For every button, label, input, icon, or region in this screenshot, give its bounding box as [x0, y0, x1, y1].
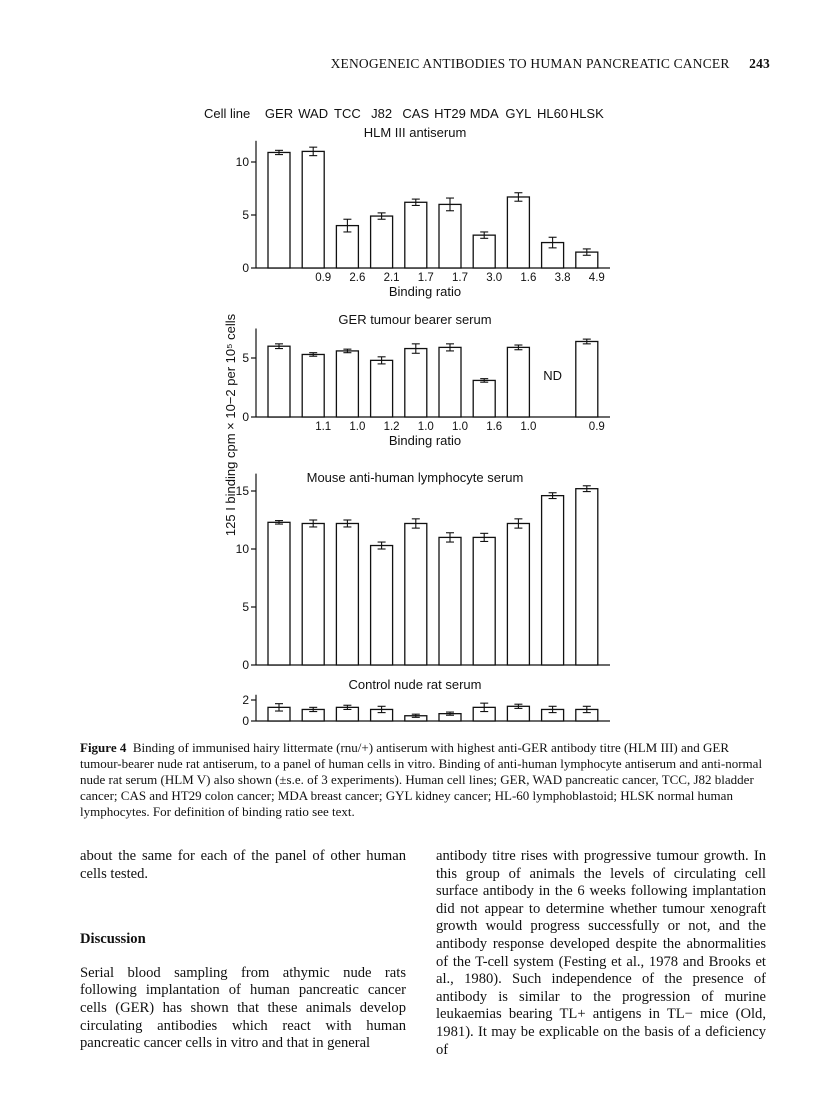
binding-ratio-label: 1.2	[383, 421, 400, 433]
binding-ratio-label: 1.7	[452, 272, 468, 284]
binding-ratio-label: 2.1	[383, 272, 400, 284]
binding-ratio-label: 1.0	[520, 421, 537, 433]
bar-cas	[405, 202, 427, 268]
cell-line-gyl: GYL	[505, 106, 532, 121]
caption-text: Binding of immunised hairy littermate (rnu/+) antiserum with highest anti-GER antibody titre (HLM III) and GER tumour-bearer nude rat antiserum, to a panel of human cells in vitro. Binding of anti-human lymphocyte antiserum and anti-normal nude rat serum (HLM V) also shown (±s.e. of 3 experiments). Human cell lines; GER, WAD pancreatic cancer, TCC, J82 bladder cancer; CAS and HT29 colon cancer; MDA breast cancer; GYL kidney cancer; HL-60 lymphoblastoid; HLSK normal human lymphocytes. For definition of binding ratio see text.	[80, 740, 763, 819]
bar-gyl	[507, 197, 529, 268]
cell-line-ger: GER	[264, 106, 294, 121]
binding-ratio-label: 1.0	[452, 421, 468, 433]
page-number: 243	[749, 56, 770, 71]
cell-line-mda: MDA	[469, 106, 499, 121]
y-axis-label: 125 I binding cpm × 10−2 per 10⁵ cells	[223, 313, 238, 537]
chart-panel-3	[236, 470, 610, 672]
bar-gyl	[507, 347, 529, 417]
chart-panels	[236, 125, 610, 728]
cell-line-j82: J82	[371, 106, 393, 121]
bar-wad	[302, 523, 324, 665]
binding-ratio-label: 1.0	[349, 421, 366, 433]
binding-ratio-label: 4.9	[588, 272, 605, 284]
y-tick-label: 0	[242, 714, 249, 728]
y-tick-label: 5	[242, 600, 249, 614]
y-tick-label: 0	[242, 658, 249, 672]
cell-line-ht29: HT29	[434, 106, 466, 121]
binding-ratio-axis-label: Binding ratio	[388, 433, 462, 448]
bar-gyl	[507, 523, 529, 665]
running-title: XENOGENEIC ANTIBODIES TO HUMAN PANCREATIC CANCER	[330, 56, 730, 71]
y-tick-label: 0	[242, 261, 249, 275]
not-determined-label: ND	[543, 368, 562, 383]
bar-wad	[302, 354, 324, 417]
bar-mda	[473, 537, 495, 665]
paragraph: about the same for each of the panel of other human cells tested.	[80, 848, 406, 882]
binding-ratio-label: 1.6	[520, 272, 537, 284]
bar-j82	[371, 360, 393, 417]
bar-ger	[268, 346, 290, 417]
binding-ratio-label: 0.9	[588, 421, 605, 433]
bar-ger	[268, 152, 290, 268]
bar-hlsk	[576, 489, 598, 665]
chart-panel-2	[242, 312, 610, 448]
chart-panel-4	[242, 677, 610, 728]
binding-ratio-label: 3.8	[554, 272, 571, 284]
bar-mda	[473, 235, 495, 268]
y-tick-label: 2	[242, 693, 249, 707]
y-tick-label: 10	[235, 155, 249, 169]
cell-line-tcc: TCC	[334, 106, 361, 121]
binding-ratio-axis-label: Binding ratio	[388, 284, 462, 299]
bar-mda	[473, 380, 495, 417]
binding-ratio-label: 0.9	[315, 272, 332, 284]
bar-tcc	[336, 351, 358, 417]
y-tick-label: 15	[235, 484, 249, 498]
cell-line-wad: WAD	[298, 106, 329, 121]
panel-title: Control nude rat serum	[348, 677, 482, 692]
y-tick-label: 0	[242, 410, 249, 424]
cell-line-label: Cell line	[204, 106, 251, 121]
paragraph: antibody titre rises with progressive tumour growth. In this group of animals the levels of circulating cell surface antibody in the 6 weeks following implantation did not appear to determine whether tumour xenograft growth would progress successfully or not, and the antibody response developed despite the abnormalities of the T-cell system (Festing et al., 1978 and Brooks et al., 1980). Such independence of the presence of antibody is similar to the progression of murine leukaemias bearing TL+ antigens in TL− mice (Old, 1981). It may be explicable on the basis of a deficiency of	[436, 848, 766, 1058]
y-tick-label: 5	[242, 351, 249, 365]
panel-title: HLM III antiserum	[363, 125, 467, 140]
binding-ratio-label: 2.6	[349, 272, 366, 284]
bar-j82	[371, 546, 393, 665]
bar-tcc	[336, 523, 358, 665]
cell-line-hl60: HL60	[537, 106, 569, 121]
cell-line-hlsk: HLSK	[569, 106, 604, 121]
chart-panel-1	[236, 125, 610, 299]
binding-ratio-label: 1.0	[417, 421, 434, 433]
bar-ger	[268, 522, 290, 665]
panel-title: GER tumour bearer serum	[338, 312, 492, 327]
y-tick-label: 5	[242, 208, 249, 222]
caption-label: Figure 4	[80, 740, 127, 755]
binding-ratio-label: 3.0	[486, 272, 503, 284]
bar-cas	[405, 523, 427, 665]
bar-wad	[302, 151, 324, 268]
discussion-heading: Discussion	[80, 931, 146, 948]
y-tick-label: 10	[235, 542, 249, 556]
text-column-left	[80, 848, 406, 1053]
bar-ht29	[439, 537, 461, 665]
bar-hlsk	[576, 341, 598, 417]
figure-caption	[80, 740, 766, 820]
bar-hl60	[542, 496, 564, 665]
bar-cas	[405, 349, 427, 417]
binding-ratio-label: 1.6	[486, 421, 503, 433]
paragraph: Serial blood sampling from athymic nude rats following implantation of human pancreatic cancer cells (GER) has shown that these animals develop circulating antibodies which react with human pancreatic cancer cells in vitro and that in general	[80, 964, 406, 1052]
bar-ht29	[439, 347, 461, 417]
cell-line-cas: CAS	[402, 106, 430, 121]
panel-title: Mouse anti-human lymphocyte serum	[306, 470, 524, 485]
bar-j82	[371, 216, 393, 268]
binding-ratio-label: 1.1	[315, 421, 332, 433]
binding-ratio-label: 1.7	[417, 272, 434, 284]
text-column-right	[436, 848, 766, 1059]
cell-line-row	[204, 106, 604, 121]
bar-ht29	[439, 204, 461, 268]
